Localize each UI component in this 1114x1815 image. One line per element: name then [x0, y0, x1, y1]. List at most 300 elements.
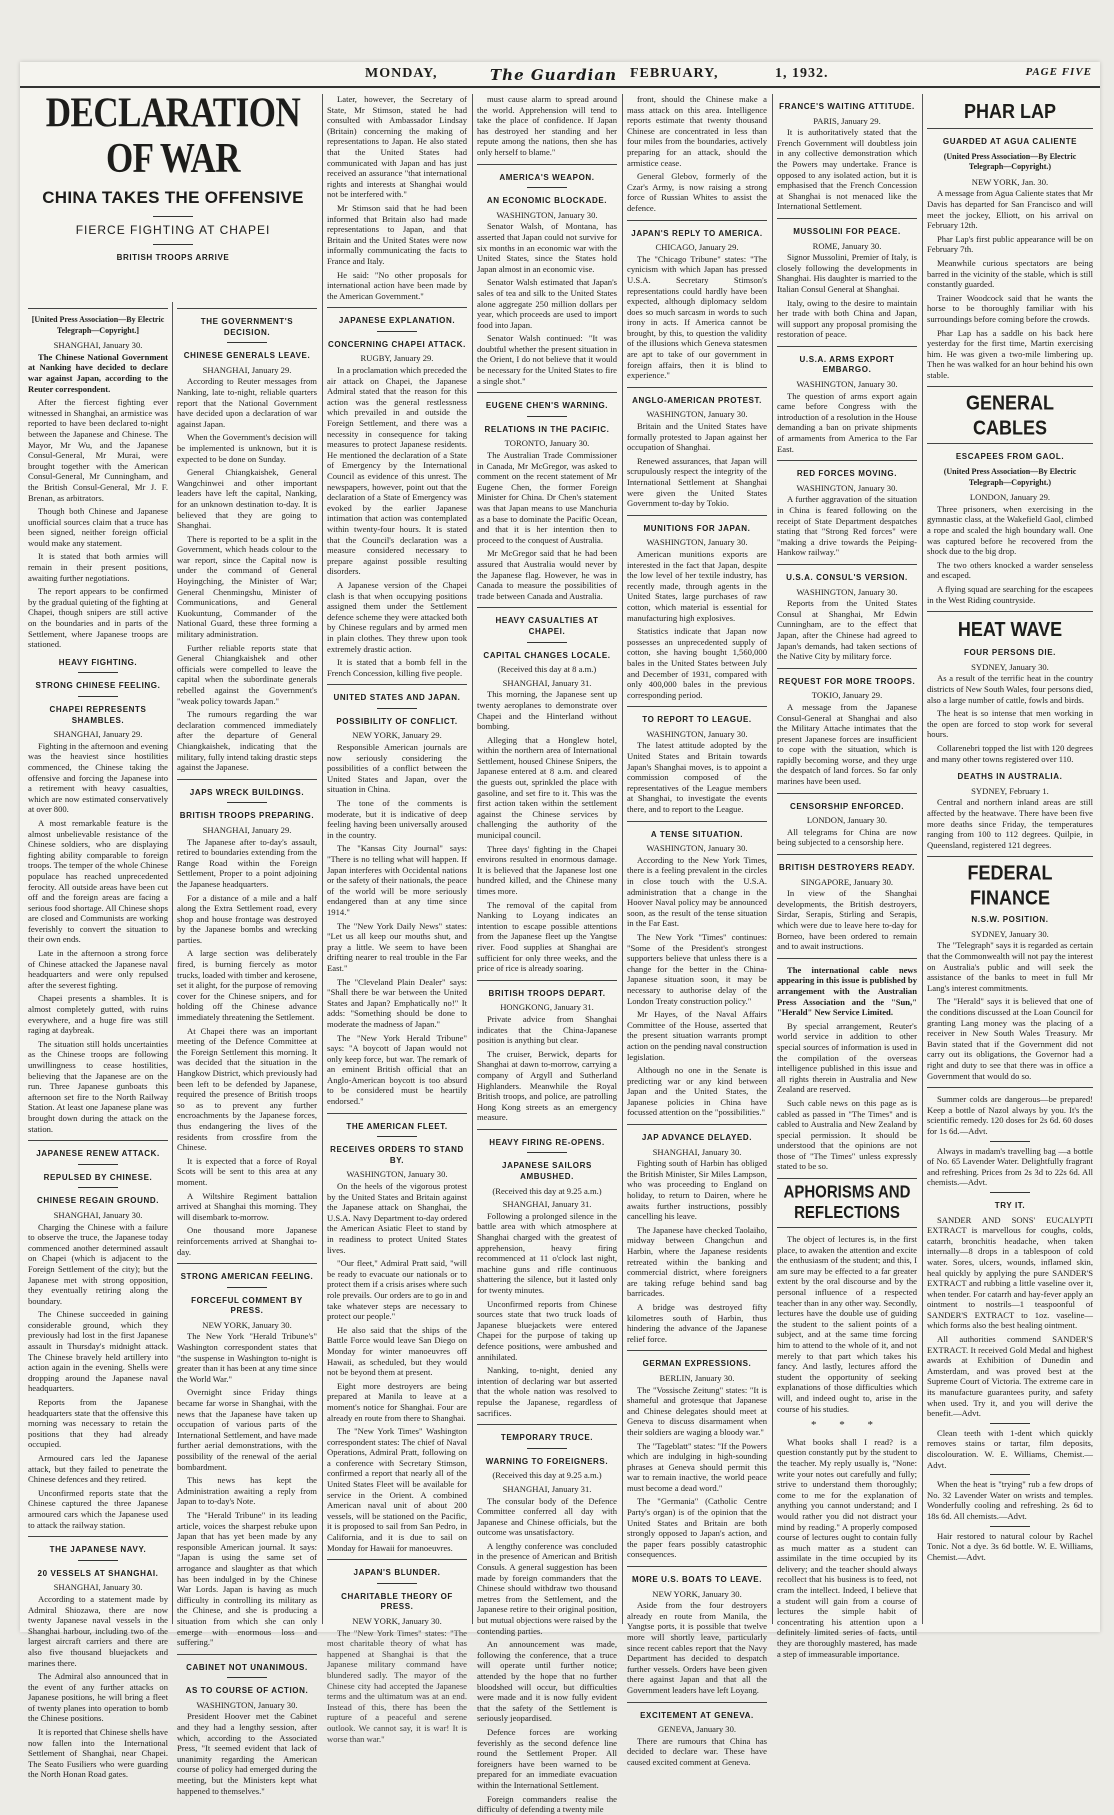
- paragraph: Senator Walsh, of Montana, has asserted that Japan could not survive for six months in an economic war with the United States, since the States hold Japan almost in an economic vise.: [477, 221, 617, 274]
- section-headline: EUGENE CHEN'S WARNING.: [485, 401, 609, 411]
- banner-headline: DECLARATION OF WAR: [45, 89, 301, 182]
- newspaper-page: [20, 62, 1100, 1815]
- section-headline: JAPAN'S REPLY TO AMERICA.: [631, 228, 763, 238]
- section-separator: * * *: [811, 1419, 883, 1432]
- paragraph: In view of the Shanghai developments, the British destroyers, Sirdar, Serapis, Stirling and Serapis, which were due to leave here to-day for Borneo, have been ordered to remain and to await instructions.: [777, 888, 917, 952]
- advertisement-headline: TRY IT.: [994, 1200, 1026, 1210]
- divider: [777, 1227, 917, 1228]
- divider: [477, 607, 617, 608]
- paragraph: There is reported to be a split in the Government, which heads colour to the war report, since the Capital now is under the command of General Hoyingching, the Minister of War; General Chenmingshu, Minister of Communications, and General Kuokuntung, Commander of the National Guard, these three forming a military administration.: [177, 533, 317, 640]
- divider: [177, 1654, 317, 1655]
- received-note: (Received this day at 9.25 a.m.): [492, 1185, 602, 1196]
- column-rule: [622, 94, 623, 1624]
- masthead-page-number: PAGE FIVE: [1025, 66, 1092, 78]
- dateline: SHANGHAI, January 30.: [53, 1209, 143, 1220]
- paragraph: Fighting in the afternoon and evening was the heaviest since hostilities commenced, the Chinese taking the offensive and forcing the Japanese into a retirement with heavy casualties, which are now estimated conservatively at over 800.: [28, 740, 168, 815]
- copyright-notice: By special arrangement, Reuter's world service in addition to other special sources of information is used in the compilation of the overseas intelligence published in this issue and all rights therein in Australia and New Zealand are reserved.: [777, 1020, 917, 1095]
- dateline: WASHINGTON, January 30.: [646, 409, 748, 420]
- section-headline: CONCERNING CHAPEI ATTACK.: [328, 339, 466, 349]
- divider: [177, 1263, 317, 1264]
- main-headline: CHINA TAKES THE OFFENSIVE: [42, 188, 304, 207]
- sub-headline: FIERCE FIGHTING AT CHAPEI: [75, 223, 271, 237]
- paragraph: At Chapei there was an important meeting of the Defence Committee at the Foreign Settlement this morning. It was decided that the situation in the Hangkow District, which previously had been left to be defended by Japanese, required the presence of British troops so as to prevent any further encroachments by the Japanese forces, thus endangering the lives of the residents from crossfire from the Chinese.: [177, 1025, 317, 1153]
- divider: [327, 684, 467, 685]
- section-headline: TO REPORT TO LEAGUE.: [642, 715, 752, 725]
- section-headline: POSSIBILITY OF CONFLICT.: [336, 716, 458, 726]
- divider: [377, 708, 417, 709]
- column-rule: [922, 94, 923, 1624]
- section-headline: REQUEST FOR MORE TROOPS.: [778, 676, 916, 686]
- paragraph: Nanking, to-night, denied any intention of declaring war but asserted that the whole nation was resolved to repulse the Japanese, regardless of sacrifices.: [477, 1365, 617, 1418]
- paragraph: Senator Walsh continued: "It was doubtful whether the present situation in the Orient, I do not believe that it would be necessary for the United States to fire a single shot.": [477, 333, 617, 386]
- received-note: (Received this day at 9.25 a.m.): [492, 1470, 602, 1481]
- wire-credit: [United Press Association—By Electric Telegraph—Copyright.]: [31, 315, 165, 335]
- paragraph: Central and northern inland areas are still affected by the heatwave. There have been five more deaths since Friday, the temperatures ranging from 100 to 112 degrees. Quilpie, in Queensland, registered 121 degrees.: [927, 797, 1093, 850]
- section-headline: EXCITEMENT AT GENEVA.: [640, 1710, 754, 1720]
- paragraph: Overnight since Friday things became far worse in Shanghai, with the news that the Japanese have taken up occupation of various parts of the International Settlement, and have made further aerial demonstrations, with the possibility of the renewal of the aerial bombardment.: [177, 1387, 317, 1472]
- divider: [78, 672, 118, 673]
- divider: [227, 342, 267, 343]
- advertisement: Always in madam's travelling bag —a bottle of No. 65 Lavender Water. Delightfully fragrant and refreshing. Prices from 2s 3d to 22s 6d. All chemists.—Advt.: [927, 1145, 1093, 1188]
- paragraph: Though both Chinese and Japanese unofficial sources claim that a truce has been signed, neither foreign official would make any statement.: [28, 506, 168, 548]
- section-headline: TEMPORARY TRUCE.: [500, 1433, 594, 1443]
- masthead-day: MONDAY,: [365, 66, 438, 81]
- divider: [777, 1178, 917, 1179]
- divider: [627, 821, 767, 822]
- divider: [78, 1560, 118, 1561]
- dateline: PARIS, January 29.: [813, 115, 881, 126]
- divider: [627, 706, 767, 707]
- paragraph: According to Reuter messages from Nanking, late to-night, reliable quarters report that the National Government have decided upon a declaration of war against Japan.: [177, 376, 317, 429]
- paragraph: Collarenebri topped the list with 120 degrees and many other towns registered over 110.: [927, 742, 1093, 764]
- section-headline: CENSORSHIP ENFORCED.: [789, 801, 905, 811]
- section-headline-large: FEDERAL FINANCE: [967, 861, 1053, 910]
- dateline: SHANGHAI, January 30.: [53, 1582, 143, 1593]
- paragraph: The "New York Herald Tribune" says: "A boycott of Japan would not only keep force, but war. The remark of an eminent British official that an Anglo-American boycott is too absurd to be considered must be heartily endorsed.": [327, 1032, 467, 1107]
- section-headline: JAP ADVANCE DELAYED.: [641, 1133, 753, 1143]
- paragraph: The New York "Times" continues: "Some of the President's strongest supporters believe that unless there is a change for the better in the China-Japanese situation soon, it may be necessary to authorise delay of the London Treaty construction policy.": [627, 931, 767, 1006]
- paragraph: The Japanese after to-day's assault, retired to boundaries extending from the Range Road within the Foreign Settlement, Proper to a point adjoining the Japanese headquarters.: [177, 836, 317, 889]
- section-headline: CHAPEI REPRESENTS SHAMBLES.: [49, 705, 147, 725]
- paragraph: The rumours regarding the war declaration commenced immediately after the departure of General Chiangkaishek, indicating that the military, fully intend taking drastic steps against the Japanese.: [177, 709, 317, 773]
- section-headline: BRITISH TROOPS DEPART.: [488, 988, 606, 998]
- lead-paragraph: The Chinese National Government at Nanking have decided to declare war against Japan, according to the Reuter correspondent.: [28, 351, 168, 394]
- paragraph: The Chinese succeeded in gaining considerable ground, which they previously had lost in the first Japanese assault in Thursday's midnight attack. The Chinese bravely held artillery into action again in the evening. Shells were dropping around the Japanese naval headquarters.: [28, 1309, 168, 1394]
- paragraph: Three days' fighting in the Chapei environs resulted in enormous damage. It is believed that the Japanese lost one hundred killed, and the Chinese many times more.: [477, 843, 617, 896]
- masthead: [20, 62, 1100, 88]
- section-headline: JAPANESE EXPLANATION.: [338, 316, 456, 326]
- divider: [990, 1141, 1030, 1142]
- paragraph: It is reported that Chinese shells have now fallen into the International Settlement of Shanghai, near Chapei. The Seato Fusiliers who were guarding the North Honan Road gates.: [28, 1727, 168, 1780]
- paragraph: It is authoritatively stated that the French Government will doubtless join in any collective demonstration which the Powers may undertake. France is opposed to any isolated action, but it is emphasised that the French Concession at Shanghai is not menaced like the International Settlement.: [777, 127, 917, 212]
- section-headline: MORE U.S. BOATS TO LEAVE.: [631, 1575, 763, 1585]
- dateline: SYDNEY, January 30.: [971, 661, 1049, 672]
- section-headline: HEAVY FIGHTING.: [58, 657, 138, 667]
- paragraph: It is stated that both armies will remain in their present positions, awaiting further negotiations.: [28, 551, 168, 583]
- divider: [227, 802, 267, 803]
- paragraph: It is expected that a force of Royal Scots will be sent to this area at any moment.: [177, 1155, 317, 1187]
- divider: [777, 564, 917, 565]
- paragraph: According to the New York Times, there is a feeling prevalent in the circles in close touch with the U.S.A. administration that a change in the Hoover Naval policy may be announced soon, as the result of the tense situation in the Far East.: [627, 854, 767, 929]
- paragraph: The removal of the capital from Nanking to Loyang indicates an intention to escape possible attentions from the Japanese fleet up the Yangtse river. Food supplies at Shanghai are sufficient for only three weeks, and the price of rice is already soaring.: [477, 899, 617, 974]
- advertisement: SANDER AND SONS' EUCALYPTI EXTRACT is marvellous for coughs, colds, catarrh, bronchitis headache, when taken internally—8 drops in a tablespoon of cold water. Sores, ulcers, wounds, inflamed skin, heal quickly by applying the pure SANDER'S EXTRACT and rubbing a little vaseline over it, when tender. For catarrh and hay-fever apply an ointment to nostrils—1 teaspoonful of SANDER'S EXTRACT to 1oz. vaseline—which forms also the best healing ointment.: [927, 1214, 1093, 1331]
- column-rule: [772, 94, 773, 1624]
- column-1: [28, 302, 168, 1780]
- divider: [777, 346, 917, 347]
- section-headline: MUSSOLINI FOR PEACE.: [793, 226, 901, 236]
- paragraph: The two others knocked a warder senseless and escaped.: [927, 559, 1093, 581]
- section-headline: A TENSE SITUATION.: [650, 829, 744, 839]
- dateline: SHANGHAI, January 30.: [652, 1146, 742, 1157]
- dateline: HONGKONG, January 31.: [500, 1002, 594, 1013]
- paragraph: A message from the Japanese Consul-General at Shanghai and also the Military Attache intimates that the present Japanese forces are insufficient to cope with the situation, which is rapidly becoming worse, and they urge the despatch of land forces. So far only marines have been used.: [777, 701, 917, 787]
- section-headline: U.S.A. ARMS EXPORT EMBARGO.: [799, 354, 895, 375]
- paragraph: Alleging that a Honglew hotel, within the northern area of International Settlement, housed Chinese Snipers, the Japanese entered at 8 a.m. and cleared the guests out, sprinkled the place with gasoline, and set fire to it. This was the first action taken within the settlement against the Chinese services by challenging the authority of the municipal council.: [477, 734, 617, 841]
- paragraph: The question of arms export again came before Congress with the introduction of a resolution in the House demanding a ban on private shipments of armaments from America to the Far East.: [777, 390, 917, 454]
- section-headline: JAPANESE SAILORS AMBUSHED.: [502, 1161, 592, 1182]
- paragraph: This news has kept the Administration awaiting a reply from Japan to to-day's Note.: [177, 1475, 317, 1507]
- divider: [777, 218, 917, 219]
- advertisement: All authorities commend SANDER'S EXTRACT. It received Gold Medal and highest awards at Exhibition of Dunedin and Amsterdam, and was proved best at the Supreme Court of Victoria. The extreme care in its manufacture guarantees purity, and safety when used. Try it, and you will derive the benefit.—Advt.: [927, 1334, 1093, 1419]
- paragraph: The "Kansas City Journal" says: "There is no telling what will happen. If Japan interferes with Occidental nations or the safety of their nationals, the peace of the world will be more seriously endangered than at any time since 1914.": [327, 843, 467, 917]
- paragraph: Responsible American journals are now seriously considering the possibilities of a conflict between the United States and Japan, over the situation in China.: [327, 742, 467, 795]
- divider: [477, 164, 617, 165]
- divider: [927, 611, 1093, 612]
- divider: [927, 128, 1093, 129]
- dateline: NEW YORK, January 30.: [652, 1588, 742, 1599]
- copyright-notice: Such cable news on this page as is cabled as passed in "The Times" and is cabled to Australia and New Zealand by special permission. It should be understood that the opinions are not those of "The Times" unless expressly stated to be so.: [777, 1097, 917, 1172]
- column-rule: [472, 94, 473, 1624]
- paragraph: What books shall I read? is a question constantly put by the student to the teacher. My reply usually is, "None: write your notes out carefully and fully; strive to understand them thoroughly; come to me for the explanation of anything you cannot understand; and I would rather you did not distract your mind by reading." A properly composed course of lectures ought to contain fully as much matter as a student can assimilate in the time occupied by its delivery; and the teacher should always recollect that his business is to feed, not cram the intellect. Indeed, I believe that a student will gain from a course of lectures the simple habit of concentrating his attention upon a definitely limited series of facts, until they are thoroughly mastered, has made a step of immeasurable importance.: [777, 1436, 917, 1659]
- paragraph: For a distance of a mile and a half along the Extra Settlement road, every shop and house frontage was destroyed by the Japanese bombs and wrecking parties.: [177, 892, 317, 945]
- dateline: SHANGHAI, January 30.: [53, 340, 143, 351]
- paragraph: must cause alarm to spread around the world. Apprehension will tend to take the place of confidence. If Japan has destroyed her standing and her repute among the nations, then she has only herself to blame.": [477, 94, 617, 157]
- dateline: WASHINGTON, January 30.: [196, 1699, 298, 1710]
- paragraph: All telegrams for China are now being subjected to a censorship here.: [777, 826, 917, 848]
- paragraph: Meanwhile curious spectators are being barred in the vicinity of the stable, which is still constantly guarded.: [927, 257, 1093, 290]
- divider: [777, 668, 917, 669]
- section-headline: UNITED STATES AND JAPAN.: [333, 693, 461, 703]
- section-headline-large: PHAR LAP: [963, 99, 1056, 123]
- section-headline: THE AMERICAN FLEET.: [346, 1121, 448, 1131]
- divider: [777, 460, 917, 461]
- divider: [327, 1559, 467, 1560]
- paragraph: The Japanese have checked Taolaiho, midway between Changchun and Harbin, where the Japanese residents retreated within the banking and commercial district, where foreigners are taking refuge behind sand bag barricades.: [627, 1224, 767, 1299]
- divider: [627, 1702, 767, 1703]
- section-headline: CHINESE GENERALS LEAVE.: [183, 351, 311, 361]
- paragraph: The "Chicago Tribune" states: "The cynicism with which Japan has pressed U.S.A. Secretary Stimson's representations could hardly have been expected, although diplomacy seldom does so much sarcasm in words to such irony in acts. If America cannot be brought, by this, to question the validity of the illusions which Geneva statesmen are apt to take of our government in foreign affairs, then it is blind to experience.": [627, 253, 767, 381]
- section-headline: REPULSED BY CHINESE.: [43, 1172, 153, 1182]
- paragraph: The Admiral also announced that in the event of any further attacks on Japanese positions, he will bring a fleet of twenty planes into operation to bomb the Chinese positions.: [28, 1671, 168, 1724]
- paragraph: On the heels of the vigorous protest by the United States and Britain against the Japanese attack on Shanghai, the U.S.A. Navy Department to-day ordered the American Asiatic Fleet to stand by in readiness to protect United States lives.: [327, 1181, 467, 1255]
- column-2: [177, 302, 317, 1796]
- lead-story-header: [28, 89, 318, 294]
- section-headline: GUARDED AT AGUA CALIENTE: [942, 137, 1078, 146]
- paragraph: The "Telegraph" says it is regarded as certain that the Commonwealth will not pay the interest on Australia's public and will seek the assistance of the banks to meet in full Mr Lang's interest commitments.: [927, 940, 1093, 993]
- paragraph: Senator Walsh estimated that Japan's sales of tea and silk to the United States alone aggregate 250 million dollars per year, which proceeds are used to import food into Japan.: [477, 277, 617, 330]
- dateline: WASHINGTON, January 30.: [796, 482, 898, 493]
- divider: [527, 1448, 567, 1449]
- divider: [927, 386, 1093, 387]
- divider: [477, 980, 617, 981]
- paragraph: The object of lectures is, in the first place, to awaken the attention and excite the enthusiasm of the student; and this, I am sure may be effected to a far greater extent by the oral discourse and by the personal influence of a respected teacher than in any other way. Secondly, lectures have the double use of guiding the student to the salient points of a subject, and at the same time forcing him to attend to the whole of it, and not merely to that part which takes his fancy. And lastly, lectures afford the student the opportunity of seeking explanations of those difficulties which will, and indeed ought to, arise in the course of his studies.: [777, 1234, 917, 1414]
- dateline: LONDON, January 30.: [806, 815, 888, 826]
- paragraph: According to a statement made by Admiral Shiozawa, there are now twenty Japanese naval vessels in the Shanghai harbour, including two of the largest aircraft carriers and there are also five thousand bluejackets and marines there.: [28, 1593, 168, 1668]
- divider: [477, 392, 617, 393]
- dateline: SHANGHAI, January 29.: [202, 824, 292, 835]
- paragraph: Three prisoners, when exercising in the gymnastic class, at the Wakefield Gaol, climbed a rope and scaled the high boundary wall. One was captured before he recovered from the shock due to the big drop.: [927, 503, 1093, 557]
- dateline: LONDON, January 29.: [969, 492, 1051, 503]
- divider: [28, 1140, 168, 1141]
- divider: [227, 1287, 267, 1288]
- paragraph: The Australian Trade Commissioner in Canada, Mr McGregor, was asked to comment on the recent statement of Mr Eugene Chen, the former Foreign Minister for China. Dr Chen's statement was that Japan means to use Manchuria as a base to dominate the Pacific Ocean, and that it is her intention then to proceed to the conquest of Australia.: [477, 450, 617, 545]
- divider: [377, 1583, 417, 1584]
- paragraph: Italy, owing to the desire to maintain her trade with both China and Japan, will support any proposal promising the restoration of peace.: [777, 297, 917, 340]
- copyright-notice: The international cable news appearing in this issue is published by arrangement with the Australian Press Association and the "Sun," "Herald" New Service Limited.: [777, 964, 917, 1018]
- divider: [990, 1474, 1030, 1475]
- divider: [627, 1124, 767, 1125]
- paragraph: Mr Stimson said that he had been informed that Britain also had made representations to Japan, and that Britain and the United States were now informally communicating the facts to France and Italy.: [327, 202, 467, 266]
- paragraph: He also said that the ships of the Battle Force would leave San Diego on Monday for winter manoeuvres off Hawaii, as scheduled, but they would not be beyond them at present.: [327, 1324, 467, 1378]
- divider: [990, 1423, 1030, 1424]
- dateline: SHANGHAI, January 29.: [53, 729, 143, 740]
- paragraph: Following a prolonged silence in the battle area with which atmosphere at Shanghai charged with the greatest of apprehension, heavy firing recommenced at 11 o'clock last night, machine guns and rifle continuous shattering the silence, but it lasted only for twenty minutes.: [477, 1210, 617, 1295]
- paragraph: One thousand more Japanese reinforcements arrived at Shanghai to-day.: [177, 1225, 317, 1257]
- column-rule: [172, 302, 173, 1624]
- advertisement: Summer colds are dangerous—be prepared! Keep a bottle of Nazol always by you. It's the scientific remedy. 120 doses for 2s 6d. 60 doses for 1s 6d.—Advt.: [927, 1094, 1093, 1136]
- paragraph: Unconfirmed reports state that the Chinese captured the three Japanese armoured cars which the Japanese used to attack the railway station.: [28, 1487, 168, 1530]
- dateline: NEW YORK, January 30.: [202, 1319, 292, 1330]
- section-headline: JAPANESE RENEW ATTACK.: [36, 1149, 160, 1159]
- paragraph: The "Tageblatt" states: "If the Powers which are indulging in high-sounding phrases at Geneva should permit this war to remain inactive, the world peace must become a dead word.": [627, 1440, 767, 1493]
- divider: [177, 779, 317, 780]
- divider: [327, 307, 467, 308]
- dateline: TORONTO, January 30.: [504, 438, 590, 449]
- paragraph: A large section was deliberately fired, is burning fiercely as motor trucks, loaded with timber and kerosene, set it alight, for the purpose of removing cover for the Chinese snipers, and for holding off the Chinese advance immediately threatening the Settlement.: [177, 948, 317, 1023]
- section-headline-large: GENERAL CABLES: [965, 391, 1054, 440]
- paragraph: He said: "No other proposals for international action have been made by the American Government.": [327, 269, 467, 301]
- dateline: NEW YORK, January 29.: [352, 730, 442, 741]
- dateline: ROME, January 30.: [812, 240, 882, 251]
- paragraph: The heat is so intense that men working in the open are forced to stop work for several hours.: [927, 708, 1093, 740]
- section-headline: N.S.W. POSITION.: [971, 915, 1049, 925]
- dateline: SINGAPORE, January 30.: [800, 876, 894, 887]
- paragraph: The tone of the comments is moderate, but it is indicative of deep feeling having been universally aroused in the country.: [327, 798, 467, 840]
- divider: [227, 1677, 267, 1678]
- section-headline: MUNITIONS FOR JAPAN.: [643, 523, 751, 533]
- dateline: WASHINGTON, January 30.: [346, 1169, 448, 1180]
- section-headline: HEAVY FIRING RE-OPENS.: [489, 1137, 605, 1147]
- divider: [477, 1129, 617, 1130]
- section-headline: THE JAPANESE NAVY.: [49, 1545, 147, 1555]
- section-headline: RED FORCES MOVING.: [796, 469, 898, 479]
- divider: [327, 1113, 467, 1114]
- section-headline: RELATIONS IN THE PACIFIC.: [484, 424, 610, 434]
- section-headline: JAPS WRECK BUILDINGS.: [189, 787, 305, 797]
- divider: [527, 187, 567, 188]
- paragraph: Although no one in the Senate is predicting war or any kind between Japan and the United States, the Japanese policies in China have focussed attention on the "possibilities.": [627, 1065, 767, 1118]
- paragraph: Aside from the four destroyers already en route from Manila, the Yangtse ports, it is possible that twelve more will shortly leave, particularly since recent cables report that the Navy Department has decided to despatch further vessels. Orders have been given there against Japan and that all the Government leaders have left Loyang.: [627, 1600, 767, 1695]
- divider: [927, 1087, 1093, 1088]
- wire-credit: (United Press Association—By Electric Telegraph—Copyright.): [943, 151, 1077, 172]
- section-headline: WARNING TO FOREIGNERS.: [485, 1456, 609, 1466]
- section-headline: STRONG CHINESE FEELING.: [35, 681, 161, 691]
- column-7: [927, 94, 1093, 1624]
- paragraph: American munitions exports are interested in the fact that Japan, despite the low level of her textile industry, has recently made, through agents in the United States, large purchases of raw cotton, which material is essential for manufacturing high explosives.: [627, 548, 767, 623]
- paragraph: The consular body of the Defence Committee conferred all day with Japanese and Chinese officials, but the outcome was unsatisfactory.: [477, 1495, 617, 1538]
- dateline: GENEVA, January 30.: [657, 1724, 737, 1735]
- section-headline: BRITISH TROOPS PREPARING.: [179, 811, 315, 821]
- paragraph: Phar Lap's first public appearance will be on February 7th.: [927, 233, 1093, 255]
- paragraph: The "New York Times" Washington correspondent states: The chief of Naval Operations, Admiral Pratt, following on a conference with Secretary Stimson, confirmed a report that nearly all of the United States Fleet will be available for service in the Orient. A combined American naval unit of about 200 vessels, will be stationed on the Pacific, it is proposed to sail from San Pedro, in California, and it is due to sail on Monday for Hawaii for manoeuvres.: [327, 1426, 467, 1553]
- dateline: WASHINGTON, January 30.: [646, 728, 748, 739]
- paragraph: Chapei presents a shambles. It is almost completely gutted, with ruins everywhere, and a huge fire was still raging at daybreak.: [28, 993, 168, 1036]
- paragraph: Eight more destroyers are being prepared at Manila to leave at a moment's notice for Shanghai. Four are already en route from there to Shanghai.: [327, 1380, 467, 1423]
- paragraph: As a result of the terrific heat in the country districts of New South Wales, four persons died, also a large number of cattle, fowls and birds.: [927, 673, 1093, 705]
- column-4: [477, 94, 617, 1815]
- section-headline: CAPITAL CHANGES LOCALE.: [483, 650, 611, 660]
- divider: [527, 1152, 567, 1153]
- divider: [777, 854, 917, 855]
- dateline: WASHINGTON, January 30.: [796, 586, 898, 597]
- divider: [28, 1536, 168, 1537]
- paragraph: An announcement was made, following the conference, that a truce will operate until further notice; attended by the hope that no further bloodshed will occur, but difficulties were made and it is now fully evident that the safety of the Settlement is seriously jeopardised.: [477, 1639, 617, 1724]
- section-headline: CHINESE REGAIN GROUND.: [36, 1196, 160, 1206]
- paragraph: A bridge was destroyed fifty kilometres south of Harbin, thus hindering the advance of the Japanese relief force.: [627, 1301, 767, 1344]
- paragraph: A lengthy conference was concluded in the presence of American and British Consuls. A general suggestion has been made by foreign commanders that the Chinese should withdraw two thousand metres from the Settlement, and the Japanese retire to their original position, but mutual objections were raised by the contending parties.: [477, 1540, 617, 1636]
- divider: [527, 642, 567, 643]
- divider: [377, 1136, 417, 1137]
- paragraph: The "Cleveland Plain Dealer" says: "Shall there be war between the United States and Japan? Emphatically no!" It adds: "Something should be done to moderate the madness of Japan.": [327, 976, 467, 1029]
- divider: [627, 1566, 767, 1567]
- paragraph: The "Herald" says it is believed that one of the conditions discussed at the Loan Council for granting Lang money was the placing of a receiver in New South Wales Treasury. Mr Bavin stated that if the Government did not carry out its obligations, the Governor had a right and duty to see that there was in office a Government that would do so.: [927, 996, 1093, 1081]
- paragraph: When the Government's decision will be implemented is unknown, but it is expected to be done on Sunday.: [177, 432, 317, 464]
- dateline: SHANGHAI, January 29.: [202, 364, 292, 375]
- divider: [477, 1424, 617, 1425]
- dateline: SYDNEY, February 1.: [971, 785, 1049, 796]
- divider: [777, 793, 917, 794]
- paragraph: A flying squad are searching for the escapees in the West Riding countryside.: [927, 584, 1093, 605]
- paragraph: A further aggravation of the situation in China is feared following on the receipt of State Department despatches stating that "Strong Red forces" were "making a drive towards the Peiping-Hankow railway.": [777, 494, 917, 558]
- column-5: [627, 94, 767, 1767]
- section-headline: ESCAPEES FROM GAOL.: [955, 452, 1065, 462]
- paragraph: A Wiltshire Regiment battalion arrived at Shanghai this morning. They will disembark to-morrow.: [177, 1190, 317, 1222]
- paragraph: A Japanese version of the Chapei clash is that when occupying positions assigned them under the Settlement defence scheme they were attacked both by Chinese regulars and by armed men in plain clothes. They threw upon took extremely drastic action.: [327, 579, 467, 654]
- paragraph: Reports from the Japanese headquarters state that the offensive this morning was necessary to retain the positions that they had already occupied.: [28, 1397, 168, 1450]
- paragraph: Unconfirmed reports from Chinese sources state that two truck loads of Japanese bluejackets were entered Chapei for the purpose of taking up defence positions, were ambushed and annihilated.: [477, 1298, 617, 1362]
- divider: [627, 515, 767, 516]
- paragraph: A most remarkable feature is the almost unbelievable resistance of the Chinese soldiers, who are displaying fighting ability comparable to foreign troops. The temper of the whole Chinese populace has reached unprecedented ferocity. All outside areas have been cut off and the foreign areas are facing a serious food shortage. All Chinese shops are closed and Communists are working feverishly to convert the situation to their own ends.: [28, 817, 168, 945]
- paragraph: The "Germania" (Catholic Centre Party's organ) is of the opinion that the United States and Britain are both strongly opposed to Japan's action, and the paper fears possibly catastrophic consequences.: [627, 1496, 767, 1560]
- paragraph: It is stated that a bomb fell in the French Concession, killing five people.: [327, 657, 467, 678]
- column-6: [777, 94, 917, 1659]
- divider: [153, 216, 193, 217]
- paragraph: "Our fleet," Admiral Pratt said, "will be ready to evacuate our nationals or to protect them if a crisis arises where such role prevails. Our orders are to go in and take whatever steps are necessary to protect our people.": [327, 1258, 467, 1322]
- section-headline: CABINET NOT UNANIMOUS.: [186, 1662, 308, 1672]
- paragraph: Charging the Chinese with a failure to observe the truce, the Japanese today commenced another determined assault on Chapei (which is adjacent to the Foreign Settlement of the city); but the Japanese met with strong opposition, they eventually retiring along the boundary.: [28, 1221, 168, 1306]
- masthead-month: FEBRUARY,: [630, 66, 719, 81]
- paragraph: General Glebov, formerly of the Czar's Army, is now raising a strong force of Russian Whites to assist the defence.: [627, 171, 767, 213]
- received-note: (Received this day at 8 a.m.): [497, 664, 597, 675]
- column-3: [327, 94, 467, 1744]
- divider: [990, 1526, 1030, 1527]
- dateline: TOKIO, January 29.: [811, 690, 883, 701]
- dateline: NEW YORK, Jan. 30.: [971, 176, 1049, 187]
- column-rule: [322, 94, 323, 1624]
- divider: [78, 696, 118, 697]
- paragraph: The "Vossische Zeitung" states: "It is shameful and grotesque that Japanese and Chinese delegates should meet at Geneva to discuss disarmament when their soldiers are waging a bloody war.": [627, 1384, 767, 1437]
- section-headline: DEATHS IN AUSTRALIA.: [957, 772, 1063, 782]
- section-headline: RECEIVES ORDERS TO STAND BY.: [330, 1145, 464, 1165]
- dateline: WASHINGTON, January 30.: [496, 209, 598, 220]
- paragraph: A message from Agua Caliente states that Mr Davis has departed for San Francisco and will meet the jockey, Elliott, on his arrival on February 12th.: [927, 188, 1093, 231]
- paragraph: After the fiercest fighting ever witnessed in Shanghai, an armistice was reported to have been declared to-night between the Japanese and Chinese. The Mayor, Mr Wu, and the Japanese Consul-General, Mr Murai, were brought together with the American Consul-General, Mr Cunningham, and the British Consul-General, Mr J. F. Brenan, as arbitrators.: [28, 397, 168, 503]
- divider: [627, 1350, 767, 1351]
- paragraph: front, should the Chinese make a mass attack on this area. Intelligence reports estimate that twenty thousand Chinese are concentrated in less than four miles from the boundaries, actively preparing for an attack, should the armistice cease.: [627, 94, 767, 168]
- section-headline: THE GOVERNMENT'S DECISION.: [200, 317, 294, 337]
- section-headline: GERMAN EXPRESSIONS.: [642, 1359, 752, 1369]
- paragraph: Mr Hayes, of the Naval Affairs Committee of the House, asserted that the present situation warrants prompt action on the pending naval construction legislation.: [627, 1009, 767, 1062]
- paragraph: Further reliable reports state that General Chiangkaishek and other officials were compelled to leave the capital when the subordinate generals rebelled against the Government's "weak policy towards Japan.": [177, 642, 317, 706]
- divider: [990, 1192, 1030, 1193]
- paragraph: Britain and the United States have formally protested to Japan against her occupation of Shanghai.: [627, 421, 767, 453]
- section-headline: CHARITABLE THEORY OF PRESS.: [341, 1591, 453, 1612]
- section-headline: BRITISH DESTROYERS READY.: [779, 863, 915, 873]
- paragraph: Mr McGregor said that he had been assured that Australia would never by the Japanese flag. However, he was in Canada to measure the possibilities of trade between Canada and Australia.: [477, 548, 617, 601]
- dateline: SHANGHAI, January 31.: [502, 1483, 592, 1494]
- section-headline: AS TO COURSE OF ACTION.: [185, 1686, 309, 1696]
- section-headline-large: HEAT WAVE: [957, 617, 1063, 641]
- advertisement: Clean teeth with 1-dent which quickly removes stains or tartar, film deposits, discolouration. W. E. Williams, Chemist.—Advt.: [927, 1427, 1093, 1470]
- section-headline: STRONG AMERICAN FEELING.: [180, 1272, 314, 1282]
- paragraph: Foreign commanders realise the difficulty of defending a twenty mile: [477, 1793, 617, 1815]
- section-headline: JAPAN'S BLUNDER.: [353, 1568, 441, 1578]
- dateline: SHANGHAI, January 31.: [502, 1199, 592, 1210]
- paragraph: The report appears to be confirmed by the gradual quieting of the fighting at Chapei, though snipers are still active on the boundaries and in parts of the Settlement, where Japanese troops are stationed.: [28, 586, 168, 650]
- divider: [527, 416, 567, 417]
- section-headline: FOUR PERSONS DIE.: [964, 648, 1056, 658]
- divider: [78, 1164, 118, 1165]
- kicker-headline: BRITISH TROOPS ARRIVE: [116, 252, 230, 262]
- dateline: CHICAGO, January 29.: [655, 242, 739, 253]
- paragraph: President Hoover met the Cabinet and they had a lengthy session, after which, according to the Associated Press, "It seemed evident that lack of unanimity regarding the American course of policy had emerged during the meeting, but the Ministers kept what happened to themselves.": [177, 1711, 317, 1796]
- paragraph: The "New York Daily News" states: "Let us all keep our mouths shut, and pray a little. We seem to have been drifting nearer to real trouble in the Far East.": [327, 920, 467, 973]
- paragraph: This morning, the Japanese sent up twenty aeroplanes to demonstrate over Chapei and the Hinterland without bombing.: [477, 689, 617, 732]
- section-headline: 20 VESSELS AT SHANGHAI.: [37, 1568, 159, 1578]
- paragraph: The cruiser, Berwick, departs for Shanghai at dawn to-morrow, carrying a company of Argyll and Sutherland Highlanders. Meanwhile the Royal British troops, and police, are patrolling Hong Kong streets as an emergency measure.: [477, 1048, 617, 1123]
- paragraph: Defence forces are working feverishly as the second defence line round the Settlement Proper. All foreigners have been warned to be prepared for an immediate evacuation within the International Settlement.: [477, 1726, 617, 1790]
- paragraph: The New York "Herald Tribune's" Washington correspondent states that "the suspense in Washington to-night is greater than it has been at any time since the World War.": [177, 1331, 317, 1384]
- paragraph: The latest attitude adopted by the United States and Britain towards Japan's Shanghai moves, is to appoint a commission composed of the representatives of the League members at Shanghai, to investigate the events there, and to report to the League.: [627, 740, 767, 815]
- advertisement: When the heat is "trying" rub a few drops of No. 32 Lavender Water on wrists and temples. Wonderfully cooling and refreshing. 2s 6d to 18s 6d. All chemists.—Advt.: [927, 1479, 1093, 1521]
- section-headline: HEAVY CASUALTIES AT CHAPEI.: [495, 616, 599, 636]
- masthead-title: The Guardian: [490, 66, 617, 84]
- divider: [177, 308, 317, 309]
- dateline: WASHINGTON, January 30.: [646, 843, 748, 854]
- paragraph: Signor Mussolini, Premier of Italy, is closely following the developments in Shanghai. His daughter is married to the Italian Consul General at Shanghai.: [777, 252, 917, 294]
- paragraph: Armoured cars led the Japanese attack, but they failed to penetrate the Chinese defences and they retired.: [28, 1453, 168, 1485]
- dateline: SYDNEY, January 30.: [971, 928, 1049, 939]
- paragraph: Late in the afternoon a strong force of Chinese attacked the Japanese naval headquarters and were only repulsed after the severest fighting.: [28, 948, 168, 990]
- wire-credit: (United Press Association—By Electric Telegraph—Copyright.): [943, 467, 1077, 487]
- divider: [627, 387, 767, 388]
- paragraph: Trainer Woodcock said that he wants the horse to be thoroughly familiar with his surroundings before coming before the crowds.: [927, 292, 1093, 324]
- masthead-date: 1, 1932.: [775, 66, 829, 81]
- paragraph: Statistics indicate that Japan now possesses an unprecedented supply of cotton, she having bought 1,560,000 bales in the United States between July and December of 1931, compared with only 400,000 bales in the previous corresponding period.: [627, 626, 767, 700]
- section-headline: U.S.A. CONSUL'S VERSION.: [786, 572, 908, 582]
- paragraph: The situation still holds uncertainties as the Chinese troops are following unwillingness to cease hostilities, believing that the Japanese are on the run. Three Japanese gunboats this afternoon set fire to the North Railway Station. At least one Japanese plane was brought down during the attack on the station.: [28, 1038, 168, 1134]
- divider: [153, 244, 193, 245]
